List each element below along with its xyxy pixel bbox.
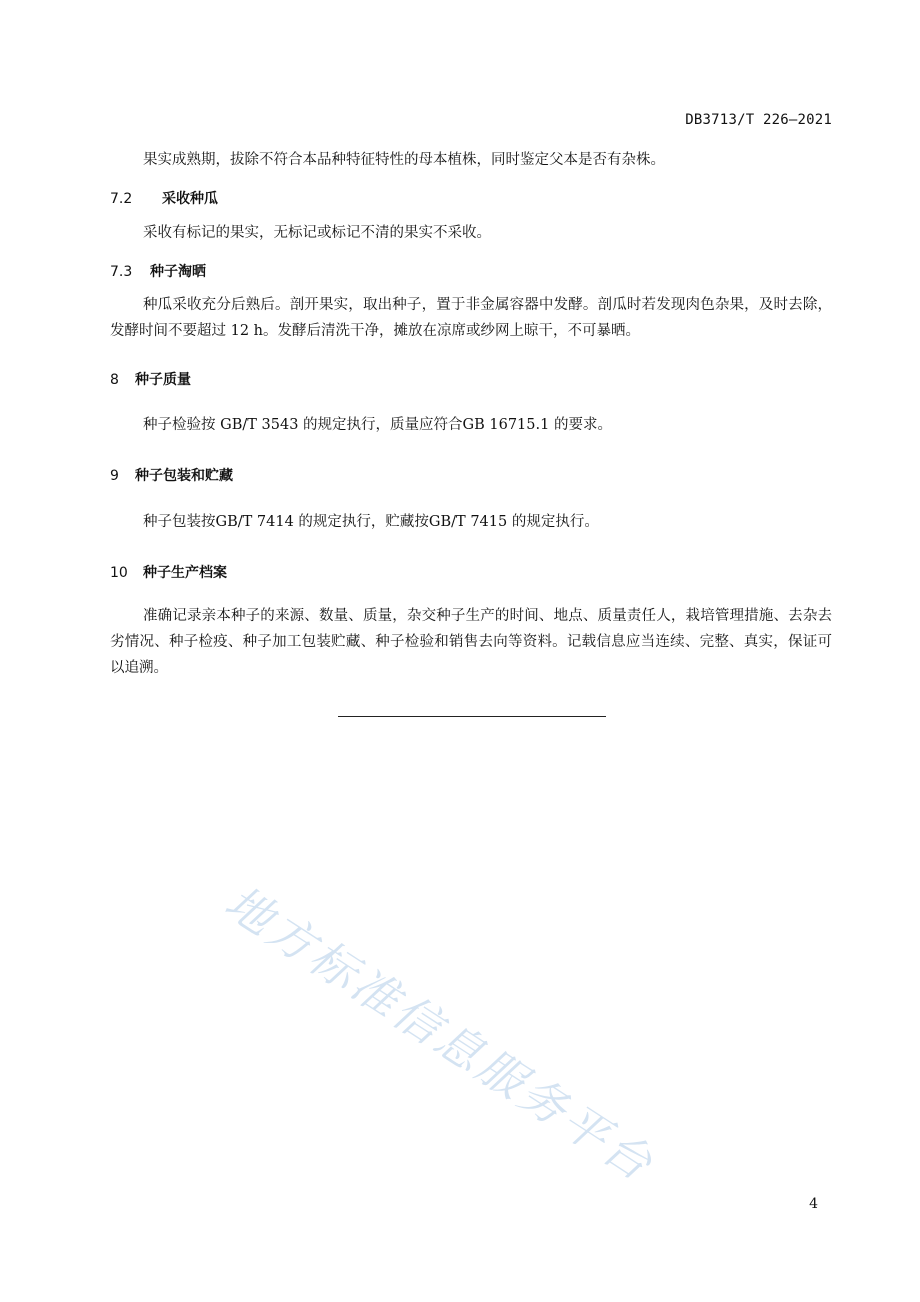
heading-number: 7.2 — [110, 191, 133, 207]
heading-title: 种子淘晒 — [150, 264, 206, 280]
heading-title: 种子质量 — [135, 372, 191, 388]
heading-9 — [110, 465, 233, 485]
heading-number: 8 — [110, 372, 119, 388]
watermark: 地方标准信息服务平台 — [215, 874, 665, 1193]
paragraph-fruit-maturity: 果实成熟期，拔除不符合本品种特征特性的母本植株，同时鉴定父本是否有杂株。 — [143, 152, 665, 168]
heading-number: 10 — [110, 565, 128, 581]
end-rule — [338, 716, 606, 717]
heading-7-3 — [110, 261, 206, 281]
paragraph-7-3: 种瓜采收充分后熟后。剖开果实，取出种子，置于非金属容器中发酵。剖瓜时若发现肉色杂果，及时去除，发酵时间不要超过 12 h。发酵后清洗干净，摊放在凉席或纱网上晾干，不可暴晒。 — [110, 297, 832, 339]
heading-10 — [110, 562, 227, 582]
paragraph-10: 准确记录亲本种子的来源、数量、质量，杂交种子生产的时间、地点、质量责任人，栽培管理措施、去杂去劣情况、种子检疫、种子加工包装贮藏、种子检验和销售去向等资料。记载信息应当连续、完整、真实，保证可以追溯。 — [110, 608, 832, 676]
heading-title: 种子生产档案 — [143, 565, 227, 581]
heading-7-2 — [110, 188, 218, 208]
paragraph-7-2: 采收有标记的果实，无标记或标记不清的果实不采收。 — [143, 225, 491, 241]
heading-number: 7.3 — [110, 264, 133, 280]
paragraph-8: 种子检验按 GB/T 3543 的规定执行，质量应符合GB 16715.1 的要求。 — [143, 417, 612, 433]
heading-title: 采收种瓜 — [162, 191, 218, 207]
heading-8 — [110, 369, 191, 389]
page-number: 4 — [809, 1196, 818, 1212]
heading-title: 种子包装和贮藏 — [135, 468, 233, 484]
heading-number: 9 — [110, 468, 119, 484]
document-id: DB3713/T 226—2021 — [685, 112, 832, 128]
paragraph-9: 种子包装按GB/T 7414 的规定执行，贮藏按GB/T 7415 的规定执行。 — [143, 514, 599, 530]
